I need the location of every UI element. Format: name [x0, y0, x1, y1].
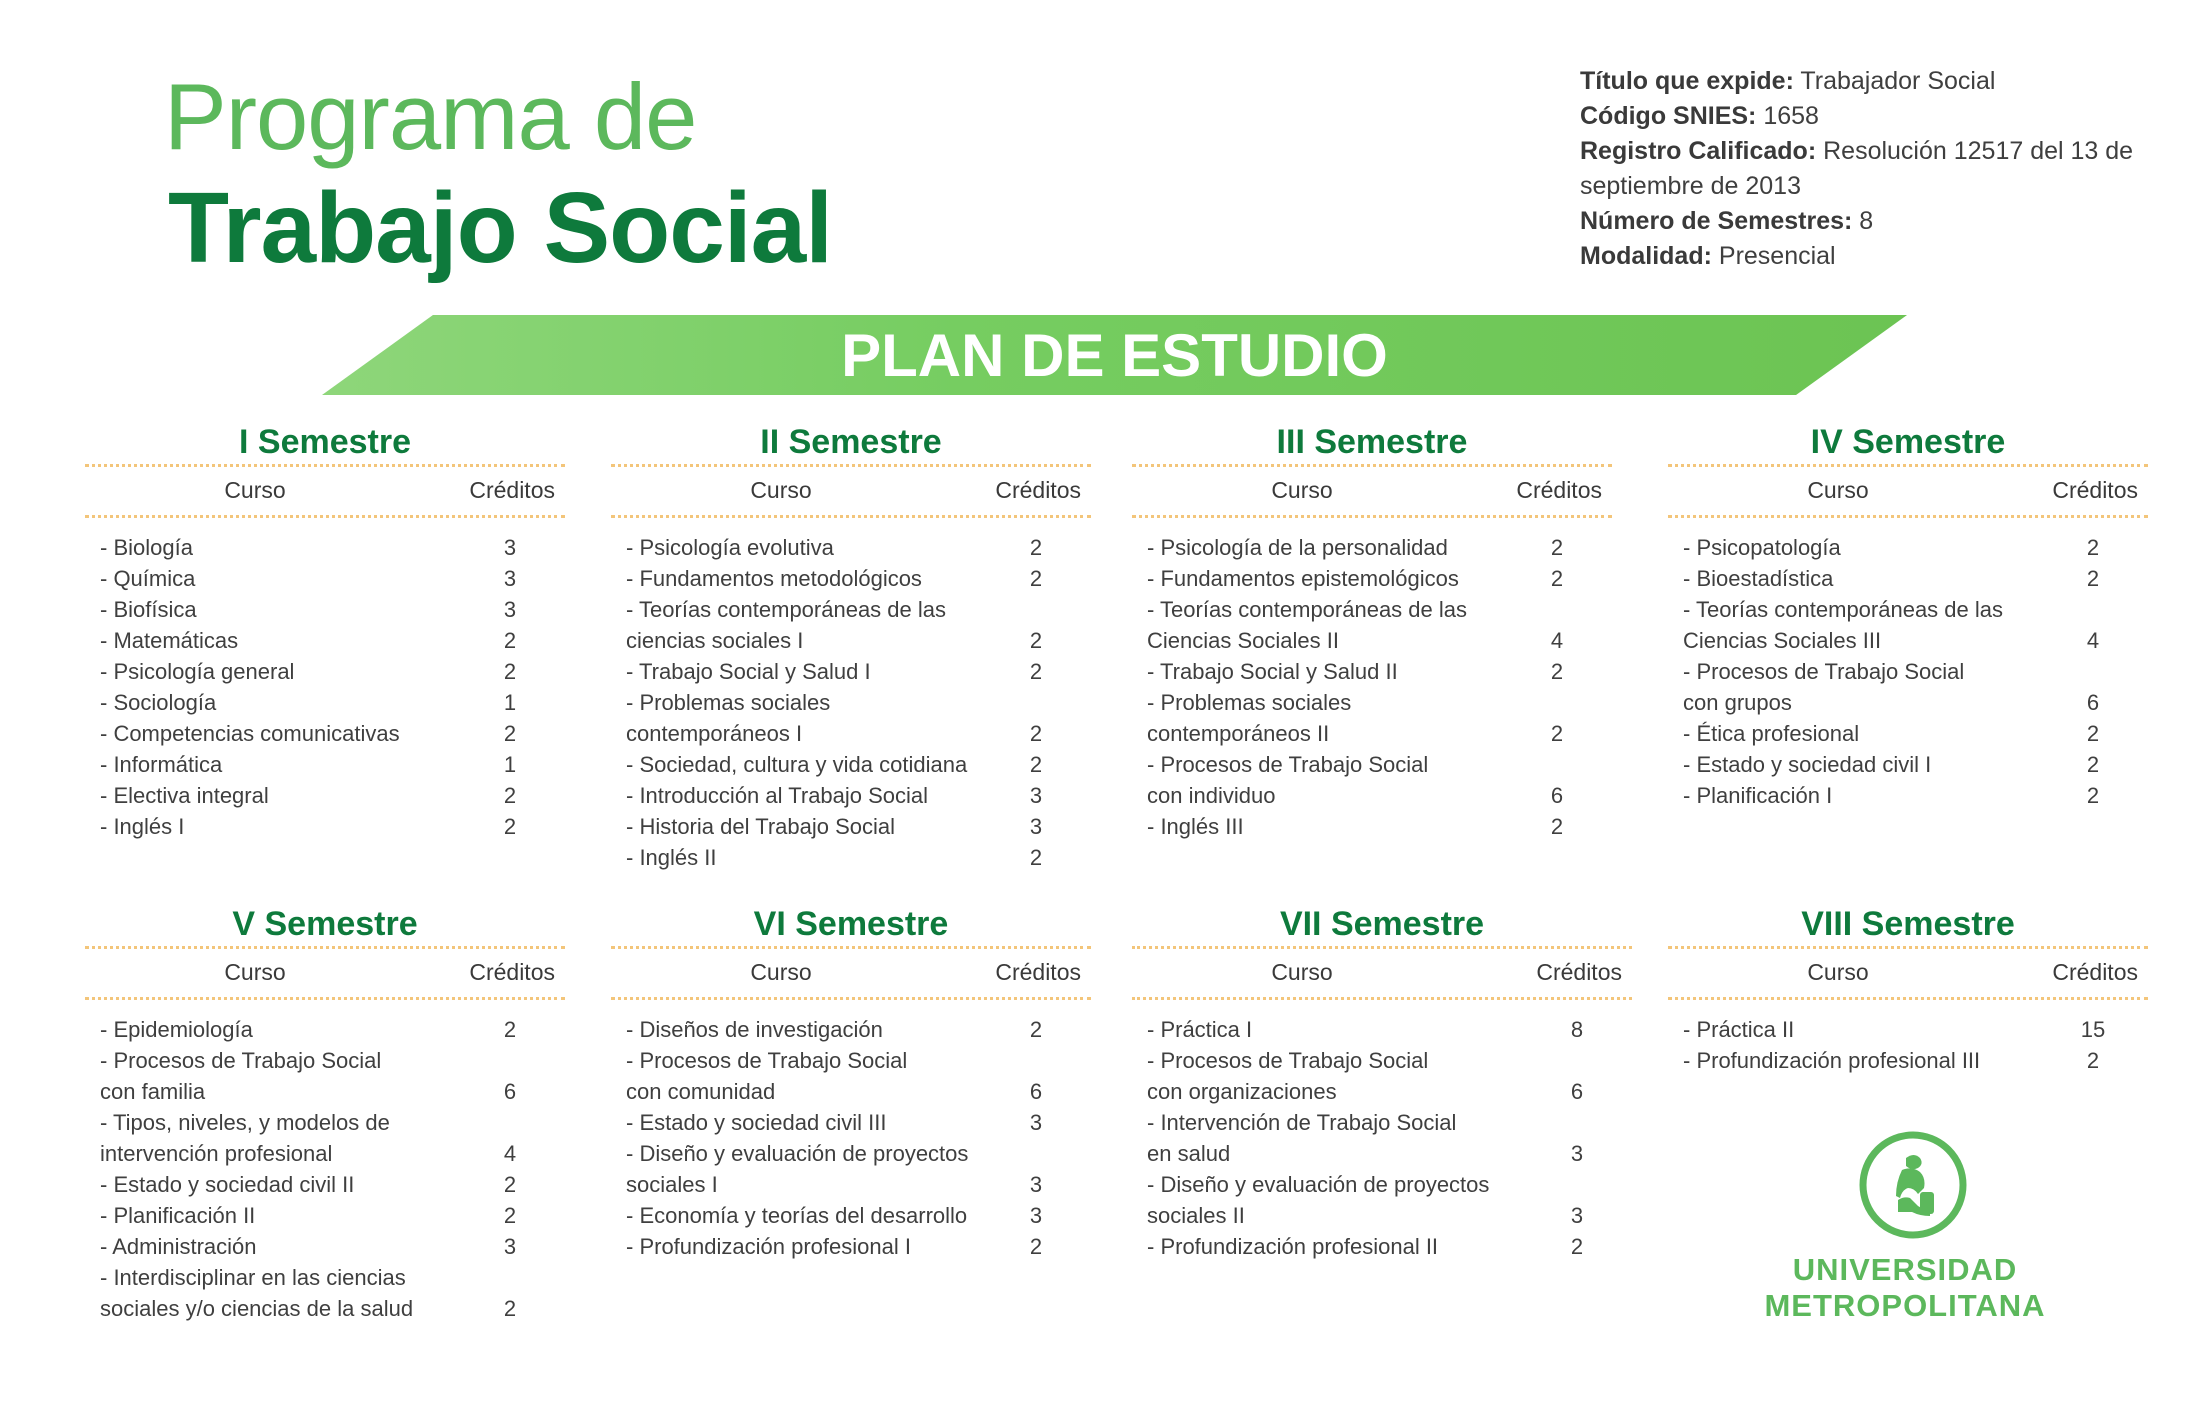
course-item	[611, 811, 1091, 842]
dotted-rule	[85, 515, 565, 518]
program-title-line1: Programa de	[164, 64, 697, 169]
course-item	[1668, 749, 2148, 780]
course-credits: 4	[2086, 628, 2100, 653]
semester-title: I Semestre	[239, 423, 411, 461]
course-name: - Profundización profesional I	[626, 1234, 911, 1259]
credits-column-label: Créditos	[2052, 477, 2138, 503]
course-name: - Diseño y evaluación de proyectos sociales II	[1147, 1172, 1490, 1228]
course-credits: 2	[1029, 752, 1043, 777]
course-credits: 3	[1029, 1172, 1043, 1197]
course-name: - Administración	[100, 1234, 257, 1259]
course-item	[1132, 594, 1612, 656]
column-header	[1132, 949, 1632, 997]
course-item	[1132, 563, 1612, 594]
semester-block	[85, 420, 565, 842]
course-column-label: Curso	[1807, 959, 1869, 985]
course-item	[1132, 687, 1612, 749]
course-list	[85, 532, 565, 842]
column-header	[611, 949, 1091, 997]
course-name: - Sociedad, cultura y vida cotidiana	[626, 752, 968, 777]
course-item	[611, 687, 1091, 749]
course-credits: 2	[2086, 566, 2100, 591]
column-header	[85, 467, 565, 515]
course-name: - Inglés III	[1147, 814, 1244, 839]
course-item	[1132, 1107, 1632, 1169]
course-credits: 3	[1029, 1110, 1043, 1135]
course-credits: 3	[503, 597, 517, 622]
course-name: - Práctica I	[1147, 1017, 1253, 1042]
course-name: - Economía y teorías del desarrollo	[626, 1203, 968, 1228]
course-name: - Procesos de Trabajo Social con organizaciones	[1147, 1048, 1429, 1104]
info-label: Título que expide:	[1580, 67, 1794, 95]
info-value: Resolución 12517 del 13 de septiembre de 2013	[1580, 137, 2134, 200]
course-column-label: Curso	[750, 477, 812, 503]
course-credits: 2	[2086, 721, 2100, 746]
course-credits: 4	[503, 1141, 517, 1166]
course-name: - Procesos de Trabajo Social con comunidad	[626, 1048, 908, 1104]
course-name: - Biología	[100, 535, 193, 560]
credits-column-label: Créditos	[995, 959, 1081, 985]
course-credits: 2	[1029, 721, 1043, 746]
info-row-modalidad	[1580, 239, 2160, 274]
course-list	[1132, 532, 1612, 842]
course-list	[1132, 1014, 1632, 1262]
course-item	[85, 687, 565, 718]
course-name: - Biofísica	[100, 597, 197, 622]
course-column-label: Curso	[224, 477, 286, 503]
semester-title: VI Semestre	[753, 905, 949, 943]
course-credits: 1	[503, 752, 517, 777]
semester-title: II Semestre	[760, 423, 942, 461]
course-name: - Diseños de investigación	[626, 1017, 883, 1042]
course-credits: 2	[1550, 814, 1564, 839]
course-name: - Trabajo Social y Salud II	[1147, 659, 1398, 684]
course-credits: 2	[1550, 659, 1564, 684]
course-credits: 1	[503, 690, 517, 715]
course-credits: 2	[1029, 535, 1043, 560]
course-credits: 3	[1570, 1203, 1584, 1228]
course-item	[611, 1107, 1091, 1138]
semester-block	[611, 420, 1091, 873]
course-credits: 3	[503, 535, 517, 560]
credits-column-label: Créditos	[1516, 477, 1602, 503]
course-credits: 6	[1570, 1079, 1584, 1104]
course-credits: 2	[503, 1172, 517, 1197]
course-credits: 3	[503, 1234, 517, 1259]
course-item	[1668, 1045, 2148, 1076]
semester-block	[1668, 902, 2148, 1076]
course-item	[611, 594, 1091, 656]
course-credits: 2	[503, 721, 517, 746]
course-name: - Trabajo Social y Salud I	[626, 659, 871, 684]
course-name: - Electiva integral	[100, 783, 269, 808]
semester-title: IV Semestre	[1810, 423, 2006, 461]
course-name: - Psicopatología	[1683, 535, 1841, 560]
column-header	[1668, 949, 2148, 997]
course-item	[1132, 1231, 1632, 1262]
course-credits: 2	[1029, 845, 1043, 870]
course-item	[85, 749, 565, 780]
column-header	[1668, 467, 2148, 515]
university-logo	[1740, 1130, 2080, 1330]
course-name: - Competencias comunicativas	[100, 721, 400, 746]
course-item	[1668, 718, 2148, 749]
course-item	[1668, 563, 2148, 594]
course-item	[85, 1231, 565, 1262]
thinker-seal-icon	[1858, 1130, 1968, 1240]
course-credits: 2	[503, 814, 517, 839]
course-credits: 2	[1550, 721, 1564, 746]
course-list	[611, 1014, 1091, 1262]
course-item	[1132, 1014, 1632, 1045]
course-credits: 6	[1029, 1079, 1043, 1104]
course-credits: 2	[503, 783, 517, 808]
course-credits: 6	[503, 1079, 517, 1104]
course-name: - Diseño y evaluación de proyectos sociales I	[626, 1141, 969, 1197]
course-item	[1132, 656, 1612, 687]
course-item	[85, 780, 565, 811]
course-item	[85, 625, 565, 656]
course-credits: 3	[1029, 1203, 1043, 1228]
course-credits: 2	[2086, 752, 2100, 777]
course-credits: 3	[1570, 1141, 1584, 1166]
semester-block	[1132, 420, 1612, 842]
course-list	[1668, 1014, 2148, 1076]
course-name: - Fundamentos metodológicos	[626, 566, 922, 591]
column-header	[1132, 467, 1612, 515]
course-item	[611, 656, 1091, 687]
course-credits: 15	[2080, 1017, 2106, 1042]
course-name: - Procesos de Trabajo Social con grupos	[1683, 659, 1965, 715]
info-row-registro	[1580, 134, 2160, 204]
course-item	[611, 1200, 1091, 1231]
column-header	[611, 467, 1091, 515]
course-item	[85, 811, 565, 842]
semester-title: III Semestre	[1276, 423, 1468, 461]
course-credits: 2	[503, 1017, 517, 1042]
course-item	[85, 1200, 565, 1231]
course-name: - Introducción al Trabajo Social	[626, 783, 929, 808]
course-name: - Ética profesional	[1683, 721, 1860, 746]
course-item	[85, 1014, 565, 1045]
course-credits: 3	[503, 566, 517, 591]
semester-block	[1132, 902, 1632, 1262]
course-item	[1132, 811, 1612, 842]
dotted-rule	[85, 997, 565, 1000]
course-credits: 2	[1550, 535, 1564, 560]
course-item	[1132, 1045, 1632, 1107]
course-name: - Profundización profesional III	[1683, 1048, 1981, 1073]
course-item	[1132, 532, 1612, 563]
course-name: - Estado y sociedad civil I	[1683, 752, 1932, 777]
course-credits: 2	[1029, 1017, 1043, 1042]
course-item	[85, 563, 565, 594]
course-credits: 2	[2086, 783, 2100, 808]
info-label: Modalidad:	[1580, 242, 1712, 270]
semester-title: V Semestre	[232, 905, 418, 943]
info-row-snies	[1580, 99, 2160, 134]
course-name: - Teorías contemporáneas de las Ciencias Sociales III	[1683, 597, 2003, 653]
course-item	[611, 532, 1091, 563]
course-credits: 2	[2086, 535, 2100, 560]
course-name: - Fundamentos epistemológicos	[1147, 566, 1459, 591]
course-credits: 2	[1550, 566, 1564, 591]
course-column-label: Curso	[750, 959, 812, 985]
course-name: - Bioestadística	[1683, 566, 1834, 591]
course-item	[85, 1262, 565, 1324]
course-name: - Historia del Trabajo Social	[626, 814, 896, 839]
course-name: - Teorías contemporáneas de las ciencias sociales I	[626, 597, 946, 653]
course-item	[85, 1107, 565, 1169]
info-label: Código SNIES:	[1580, 102, 1757, 130]
course-name: - Problemas sociales contemporáneos I	[626, 690, 831, 746]
course-item	[1668, 780, 2148, 811]
info-value: 1658	[1763, 102, 1819, 130]
course-column-label: Curso	[224, 959, 286, 985]
course-item	[611, 842, 1091, 873]
dotted-rule	[1132, 997, 1632, 1000]
course-name: - Procesos de Trabajo Social con familia	[100, 1048, 382, 1104]
course-credits: 6	[1550, 783, 1564, 808]
course-name: - Inglés II	[626, 845, 717, 870]
info-label: Número de Semestres:	[1580, 207, 1853, 235]
course-item	[1132, 1169, 1632, 1231]
course-credits: 3	[1029, 783, 1043, 808]
course-column-label: Curso	[1807, 477, 1869, 503]
course-name: - Tipos, niveles, y modelos de intervención profesional	[100, 1110, 390, 1166]
course-item	[611, 780, 1091, 811]
course-name: - Interdisciplinar en las ciencias sociales y/o ciencias de la salud	[100, 1265, 414, 1321]
info-row-semestres	[1580, 204, 2160, 239]
course-item	[1668, 532, 2148, 563]
course-name: - Estado y sociedad civil III	[626, 1110, 887, 1135]
credits-column-label: Créditos	[995, 477, 1081, 503]
course-name: - Procesos de Trabajo Social con individuo	[1147, 752, 1429, 808]
course-name: - Psicología evolutiva	[626, 535, 834, 560]
course-name: - Psicología de la personalidad	[1147, 535, 1448, 560]
course-name: - Informática	[100, 752, 223, 777]
course-list	[611, 532, 1091, 873]
info-value: Trabajador Social	[1800, 67, 1996, 95]
course-name: - Sociología	[100, 690, 217, 715]
course-item	[1668, 656, 2148, 718]
course-list	[1668, 532, 2148, 811]
course-name: - Planificación I	[1683, 783, 1833, 808]
course-credits: 2	[1570, 1234, 1584, 1259]
course-credits: 2	[503, 659, 517, 684]
plan-banner-title: PLAN DE ESTUDIO	[841, 321, 1388, 389]
column-header	[85, 949, 565, 997]
course-item	[611, 563, 1091, 594]
university-name-line1: UNIVERSIDAD	[1792, 1252, 2018, 1287]
semester-title: VII Semestre	[1279, 905, 1485, 943]
semester-title: VIII Semestre	[1801, 905, 2015, 943]
course-credits: 2	[1029, 566, 1043, 591]
course-item	[85, 656, 565, 687]
course-item	[85, 532, 565, 563]
course-name: - Intervención de Trabajo Social en salud	[1147, 1110, 1457, 1166]
course-item	[85, 1045, 565, 1107]
dotted-rule	[1132, 515, 1612, 518]
course-credits: 6	[2086, 690, 2100, 715]
credits-column-label: Créditos	[469, 477, 555, 503]
course-item	[1132, 749, 1612, 811]
semester-block	[85, 902, 565, 1324]
course-name: - Profundización profesional II	[1147, 1234, 1439, 1259]
course-column-label: Curso	[1271, 959, 1333, 985]
course-item	[1668, 1014, 2148, 1045]
info-value: Presencial	[1718, 242, 1836, 270]
course-credits: 2	[1029, 628, 1043, 653]
course-name: - Epidemiología	[100, 1017, 253, 1042]
course-credits: 2	[503, 628, 517, 653]
course-credits: 8	[1570, 1017, 1584, 1042]
course-item	[611, 749, 1091, 780]
course-item	[611, 1014, 1091, 1045]
course-item	[611, 1231, 1091, 1262]
course-list	[85, 1014, 565, 1324]
course-name: - Psicología general	[100, 659, 295, 684]
course-name: - Problemas sociales contemporáneos II	[1147, 690, 1352, 746]
semester-block	[1668, 420, 2148, 811]
course-item	[1668, 594, 2148, 656]
course-name: - Química	[100, 566, 196, 591]
course-item	[85, 594, 565, 625]
semester-block	[611, 902, 1091, 1262]
course-name: - Estado y sociedad civil II	[100, 1172, 355, 1197]
university-name	[1740, 1252, 2070, 1324]
course-credits: 4	[1550, 628, 1564, 653]
info-value: 8	[1859, 207, 1874, 235]
dotted-rule	[1668, 997, 2148, 1000]
course-credits: 2	[503, 1296, 517, 1321]
course-name: - Inglés I	[100, 814, 185, 839]
credits-column-label: Créditos	[2052, 959, 2138, 985]
course-credits: 2	[2086, 1048, 2100, 1073]
course-credits: 2	[1029, 659, 1043, 684]
course-item	[611, 1138, 1091, 1200]
program-info	[1580, 64, 2160, 274]
dotted-rule	[611, 997, 1091, 1000]
course-column-label: Curso	[1271, 477, 1333, 503]
dotted-rule	[1668, 515, 2148, 518]
program-title-line2: Trabajo Social	[168, 172, 833, 284]
course-credits: 3	[1029, 814, 1043, 839]
course-credits: 2	[1029, 1234, 1043, 1259]
credits-column-label: Créditos	[469, 959, 555, 985]
info-row-title	[1580, 64, 2160, 99]
university-name-line2: METROPOLITANA	[1764, 1288, 2046, 1323]
course-item	[611, 1045, 1091, 1107]
course-item	[85, 1169, 565, 1200]
course-name: - Planificación II	[100, 1203, 256, 1228]
course-item	[85, 718, 565, 749]
course-name: - Práctica II	[1683, 1017, 1795, 1042]
course-credits: 2	[503, 1203, 517, 1228]
course-name: - Teorías contemporáneas de las Ciencias Sociales II	[1147, 597, 1467, 653]
info-label: Registro Calificado:	[1580, 137, 1817, 165]
credits-column-label: Créditos	[1536, 959, 1622, 985]
dotted-rule	[611, 515, 1091, 518]
course-name: - Matemáticas	[100, 628, 239, 653]
